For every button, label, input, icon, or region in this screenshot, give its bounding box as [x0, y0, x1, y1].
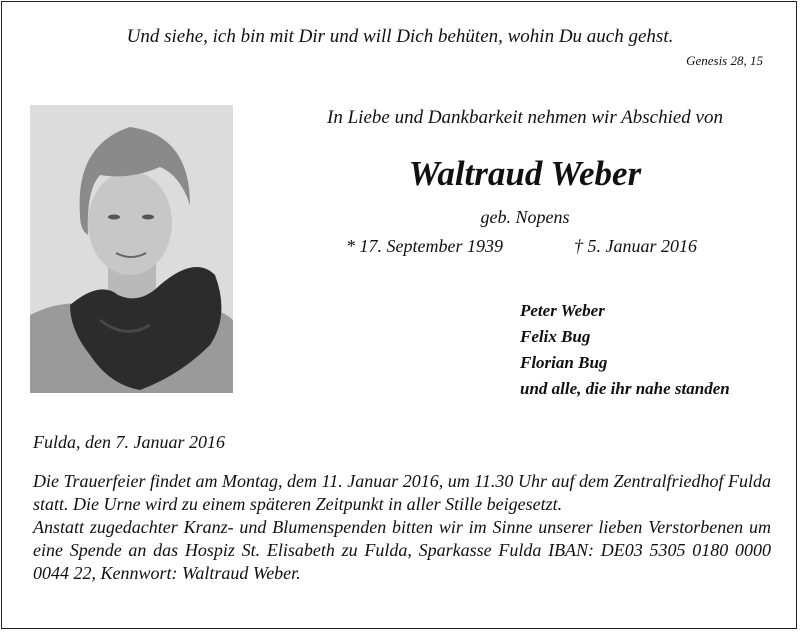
- portrait-photo: [30, 105, 233, 393]
- mourner: Florian Bug: [520, 353, 608, 372]
- mourner: Felix Bug: [520, 327, 591, 346]
- place-date: Fulda, den 7. Januar 2016: [33, 432, 225, 452]
- funeral-info-paragraph: Die Trauerfeier findet am Montag, dem 11. Januar 2016, um 11.30 Uhr auf dem Zentralfriedhof Fulda statt. Die Urne wird zu einem späteren Zeitpunkt in aller Stille beigesetzt.: [33, 471, 771, 514]
- donation-info-paragraph: Anstatt zugedachter Kranz- und Blumenspenden bitten wir im Sinne unserer lieben Verstorbenen um eine Spende an das Hospiz St. Elisabeth zu Fulda, Sparkasse Fulda IBAN: DE03 5305 0180 0000 0044 22, Kennwort: Waltraud Weber.: [33, 517, 771, 583]
- deceased-name: Waltraud Weber: [408, 154, 642, 193]
- funeral-details: [33, 470, 771, 585]
- bible-verse: Und siehe, ich bin mit Dir und will Dich behüten, wohin Du auch gehst.: [126, 26, 674, 47]
- farewell-intro: In Liebe und Dankbarkeit nehmen wir Abschied von: [327, 107, 723, 128]
- obituary-notice: [1, 1, 797, 629]
- birth-date: * 17. September 1939: [346, 236, 503, 256]
- mourner: Peter Weber: [520, 301, 605, 320]
- maiden-name: geb. Nopens: [480, 207, 570, 227]
- mourner: und alle, die ihr nahe standen: [520, 379, 730, 398]
- mourners-list: [520, 298, 730, 402]
- death-date: † 5. Januar 2016: [574, 236, 697, 256]
- verse-reference: Genesis 28, 15: [686, 53, 763, 68]
